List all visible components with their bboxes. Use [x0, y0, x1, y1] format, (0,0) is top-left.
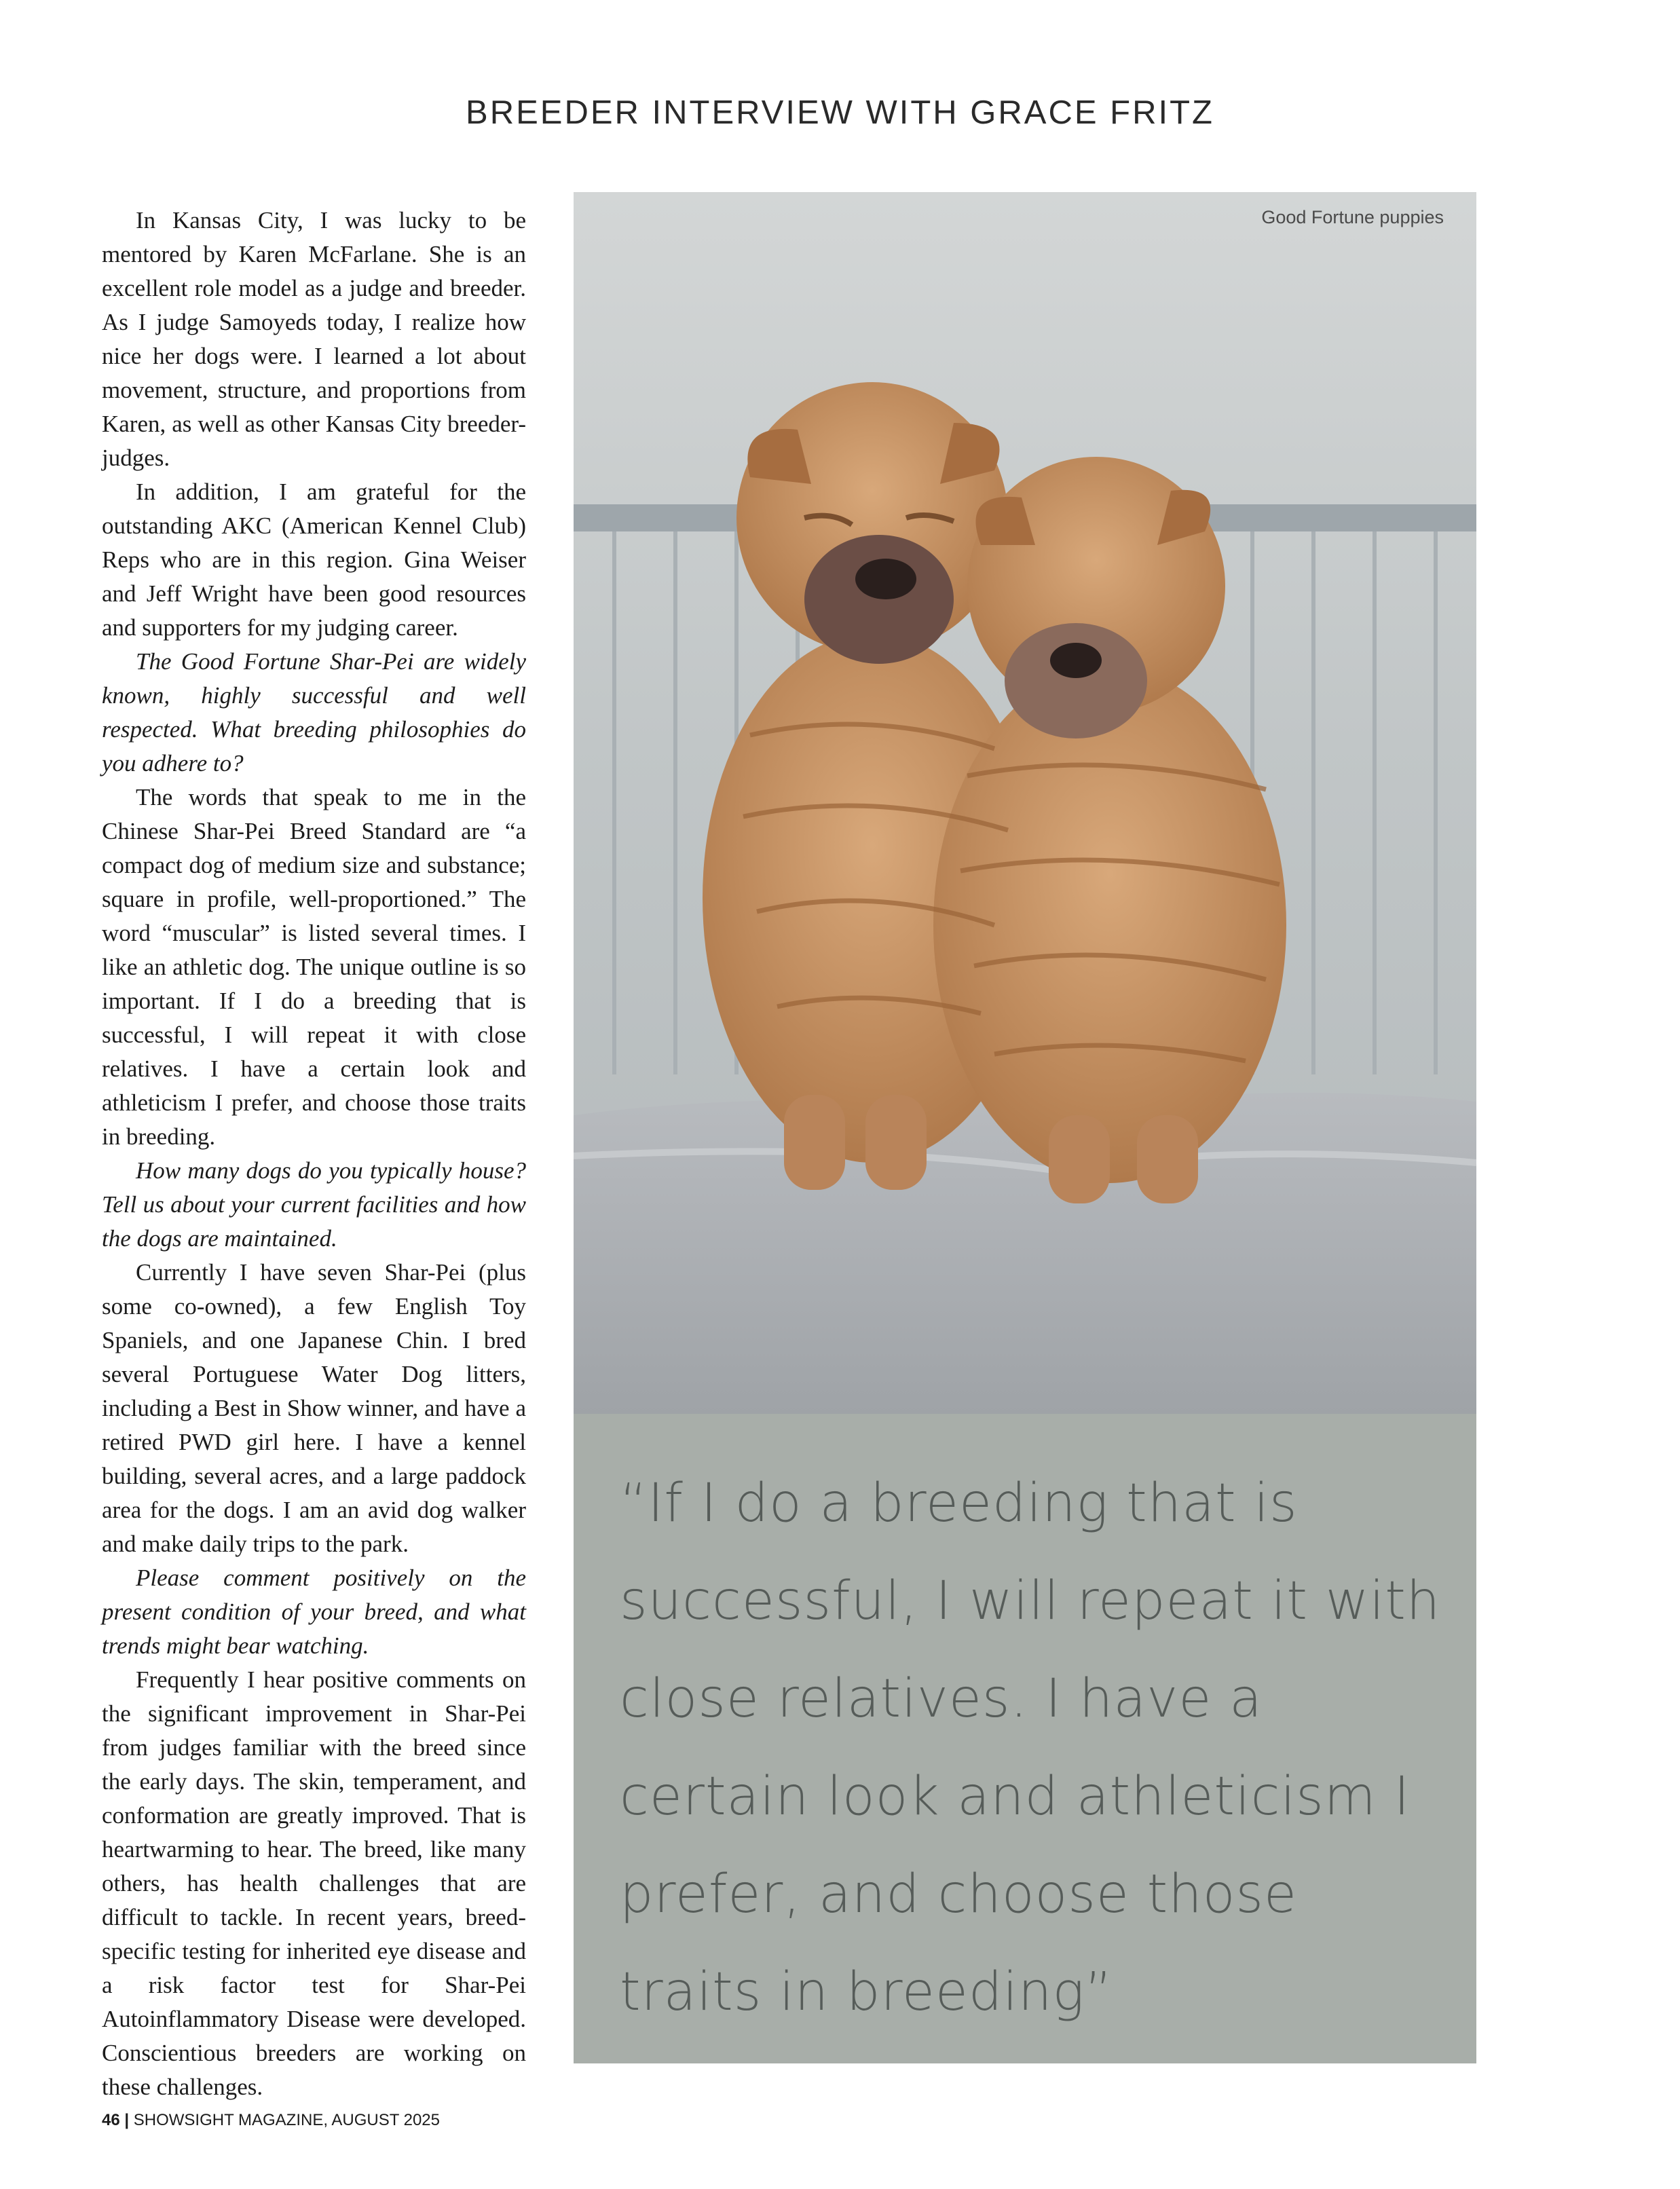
interview-question: The Good Fortune Shar-Pei are widely known, highly successful and well respected. What breeding philosophies do you adhere to? [102, 648, 526, 777]
puppies-illustration [574, 192, 1476, 1414]
puppies-photo [574, 192, 1476, 1414]
page-header-title: BREEDER INTERVIEW WITH GRACE FRITZ [466, 94, 1214, 131]
article-body [102, 204, 526, 2104]
publication-name: SHOWSIGHT MAGAZINE, AUGUST 2025 [133, 2111, 440, 2129]
article-paragraph: Frequently I hear positive comments on the significant improvement in Shar-Pei from judges familiar with the breed since the early days. The skin, temperament, and conformation are greatly improved. That is heartwarming to hear. The breed, like many others, has health challenges that are difficult to tackle. In recent years, breed-specific testing for inherited eye disease and a risk factor test for Shar-Pei Autoinflammatory Disease were developed. Conscientious breeders are working on these challenges. [102, 1666, 526, 2100]
pull-quote-text: “If I do a breeding that is successful, I will repeat it with close relatives. I have a certain look and athleticism I prefer, and choose those traits in breeding” [620, 1473, 1441, 2023]
page-number: 46 [102, 2111, 120, 2129]
article-paragraph: In Kansas City, I was lucky to be mentored by Karen McFarlane. She is an excellent role model as a judge and breeder. As I judge Samoyeds today, I realize how nice her dogs were. I learned a lot about movement, structure, and proportions from Karen, as well as other Kansas City breeder-judges. [102, 207, 526, 471]
photo-caption: Good Fortune puppies [1261, 207, 1444, 227]
article-paragraph: Currently I have seven Shar-Pei (plus some co-owned), a few English Toy Spaniels, and one Japanese Chin. I bred several Portuguese Water Dog litters, including a Best in Show winner, and have a retired PWD girl here. I have a kennel building, several acres, and a large paddock area for the dogs. I am an avid dog walker and make daily trips to the park. [102, 1259, 526, 1557]
interview-question: Please comment positively on the present condition of your breed, and what trends might bear watching. [102, 1565, 526, 1659]
pull-quote-box [574, 1414, 1476, 2063]
article-paragraph: The words that speak to me in the Chinese Shar-Pei Breed Standard are “a compact dog of medium size and substance; square in profile, well-proportioned.” The word “muscular” is listed several times. I like an athletic dog. The unique outline is so important. If I do a breeding that is successful, I will repeat it with close relatives. I have a certain look and athleticism I prefer, and choose those traits in breeding. [102, 784, 526, 1150]
article-paragraph: In addition, I am grateful for the outstanding AKC (American Kennel Club) Reps who are in this region. Gina Weiser and Jeff Wright have been good resources and supporters for my judging career. [102, 479, 526, 641]
page-footer [102, 2111, 440, 2130]
footer-separator: | [124, 2111, 130, 2129]
interview-question: How many dogs do you typically house? Tell us about your current facilities and how the dogs are maintained. [102, 1157, 526, 1252]
